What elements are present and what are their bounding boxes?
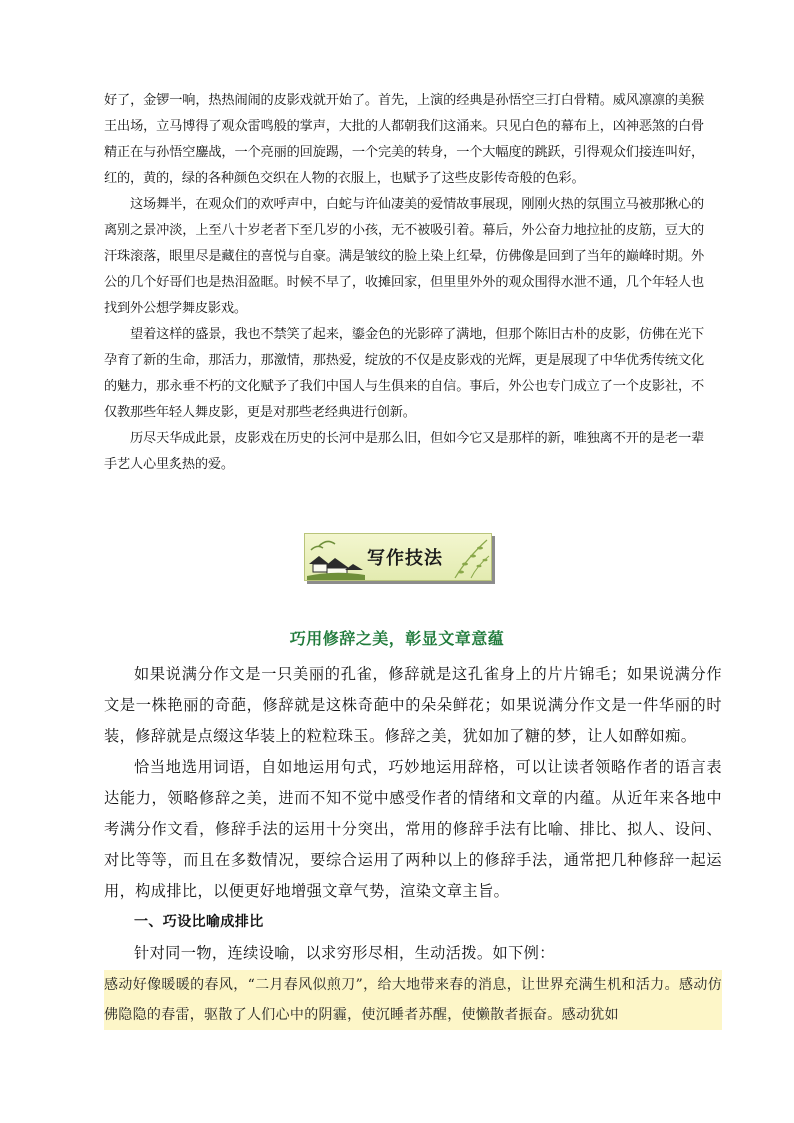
section-banner xyxy=(304,533,492,581)
body-paragraph: 如果说满分作文是一只美丽的孔雀，修辞就是这孔雀身上的片片锦毛；如果说满分作文是一株艳丽的奇葩，修辞就是这株奇葩中的朵朵鲜花；如果说满分作文是一件华丽的时装，修辞就是点缀这华装上的粒粒珠玉。修辞之美，犹如加了糖的梦，让人如醉如痴。 xyxy=(104,665,722,745)
section-heading: 巧用修辞之美，彰显文章意蕴 xyxy=(289,629,505,648)
narrative-paragraph: 历尽天华成此景，皮影戏在历史的长河中是那么旧，但如今它又是那样的新，唯独离不开的是老一辈手艺人心里炙热的爱。 xyxy=(104,431,704,472)
narrative-section xyxy=(104,88,704,478)
narrative-paragraph: 这场舞半，在观众们的欢呼声中，白蛇与许仙凄美的爱情故事展现，刚刚火热的氛围立马被那揪心的离别之景冲淡，上至八十岁老者下至几岁的小孩，无不被吸引着。幕后，外公奋力地拉扯的皮筋，豆大的汗珠滚落，眼里尽是藏住的喜悦与自豪。满是皱纹的脸上染上红晕，仿佛像是回到了当年的巅峰时期。外公的几个好哥们也是热泪盈眶。时候不早了，收摊回家，但里里外外的观众围得水泄不通，几个年轻人也找到外公想学舞皮影戏。 xyxy=(104,197,704,316)
body-paragraph: 针对同一物，连续设喻，以求穷形尽相，生动活拨。如下例： xyxy=(134,944,555,962)
example-text: 感动好像暖暖的春风，“二月春风似煎刀”，给大地带来春的消息，让世界充满生机和活力。感动仿佛隐隐的春雷，驱散了人们心中的阴霾，使沉睡者苏醒，使懒散者振奋。感动犹如 xyxy=(104,970,722,1030)
banner-title: 写作技法 xyxy=(367,548,443,569)
narrative-paragraph: 好了，金锣一响，热热闹闹的皮影戏就开始了。首先，上演的经典是孙悟空三打白骨精。威风凛凛的美猴王出场，立马博得了观众雷鸣般的掌声，大批的人都朝我们这涌来。只见白色的幕布上，凶神恶煞的白骨精正在与孙悟空鏖战，一个亮丽的回旋踢，一个完美的转身，一个大幅度的跳跃，引得观众们接连叫好，红的，黄的，绿的各种颜色交织在人物的衣服上，也赋予了这些皮影传奇般的色彩。 xyxy=(104,93,704,186)
subheading: 一、巧设比喻成排比 xyxy=(134,914,264,930)
body-paragraph: 恰当地选用词语，自如地运用句式，巧妙地运用辞格，可以让读者领略作者的语言表达能力，领略修辞之美，进而不知不觉中感受作者的情绪和文章的内蕴。从近年来各地中考满分作文看，修辞手法的运用十分突出，常用的修辞手法有比喻、排比、拟人、设问、对比等等，而且在多数情况，要综合运用了两种以上的修辞手法，通常把几种修辞一起运用，构成排比，以便更好地增强文章气势，渲染文章主旨。 xyxy=(104,758,722,900)
narrative-paragraph: 望着这样的盛景，我也不禁笑了起来，鎏金色的光影碎了满地，但那个陈旧古朴的皮影，仿佛在光下孕育了新的生命，那活力，那激情，那热爱，绽放的不仅是皮影戏的光辉，更是展现了中华优秀传统文化的魅力，那永垂不朽的文化赋予了我们中国人与生俱来的自信。事后，外公也专门成立了一个皮影社，不仅教那些年轻人舞皮影，更是对那些老经典进行创新。 xyxy=(104,327,704,420)
example-box xyxy=(104,970,722,1030)
technique-body xyxy=(104,659,722,969)
